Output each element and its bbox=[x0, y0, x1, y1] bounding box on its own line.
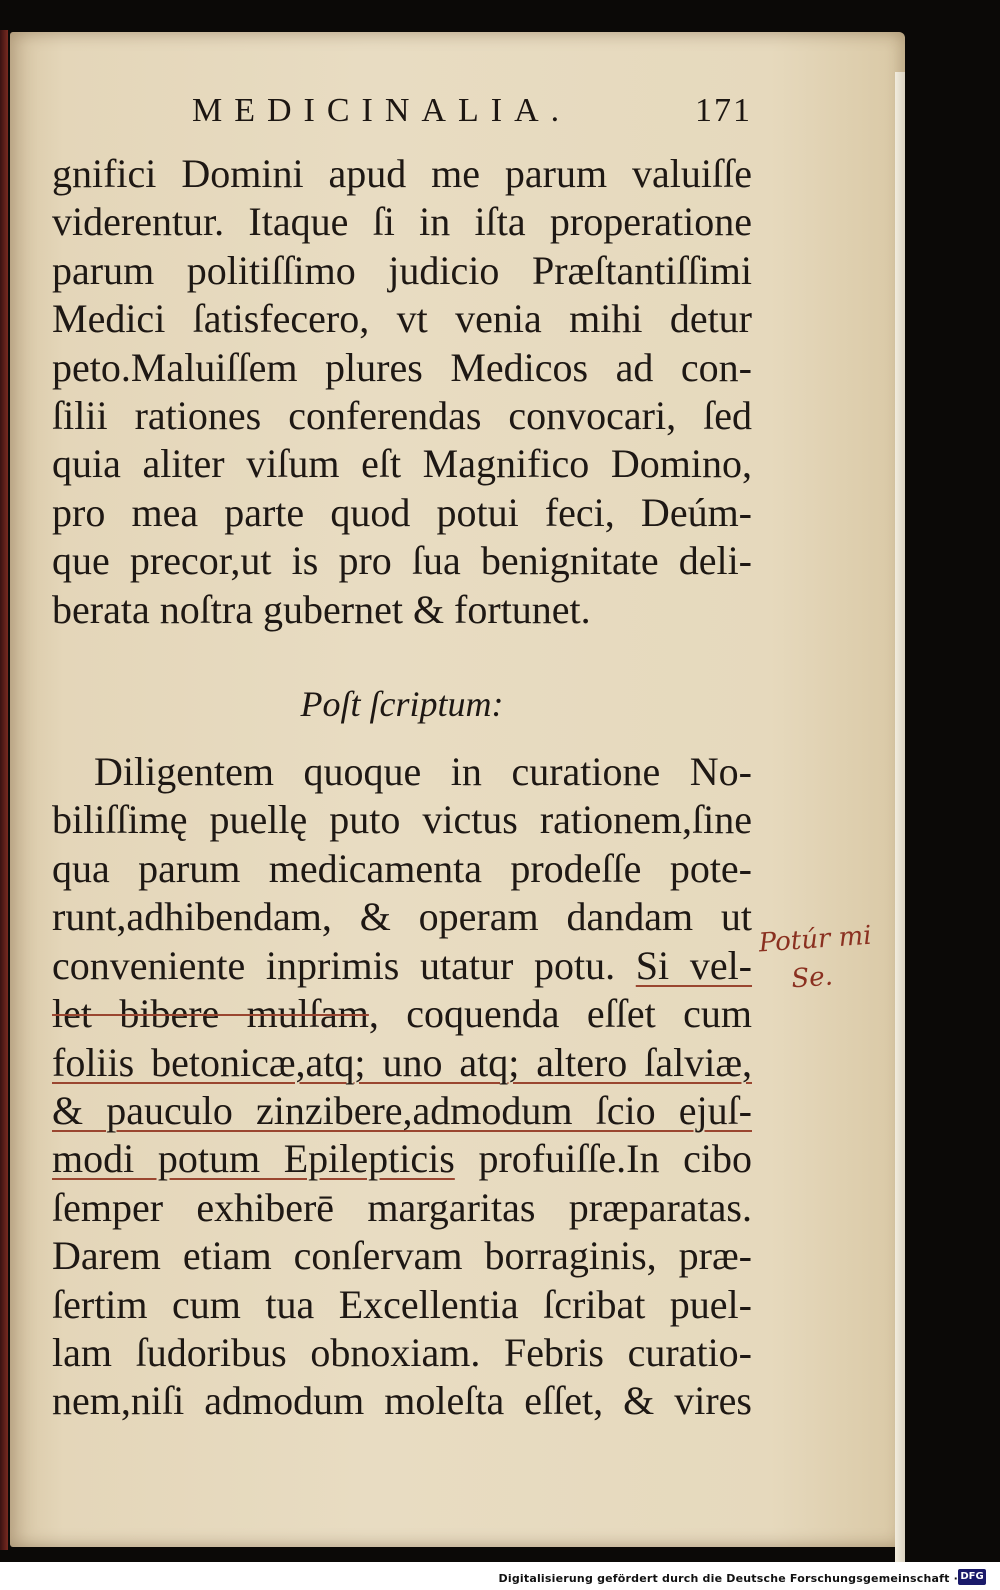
text-line: parum politiſſimo judicio Præſtantiſſimi bbox=[52, 247, 752, 293]
handwritten-margin-note bbox=[758, 916, 893, 1001]
postscript-heading: Poſt ſcriptum: bbox=[300, 684, 504, 725]
margin-note-line: Se. bbox=[790, 961, 834, 995]
text-line: qua parum medicamenta prodeſſe pote- bbox=[52, 845, 752, 891]
text-line: viderentur. Itaque ſi in iſta properatione bbox=[52, 199, 752, 245]
page-number: 171 bbox=[695, 92, 752, 129]
text-line: gnifici Domini apud me parum valuiſſe bbox=[52, 151, 752, 196]
dfg-logo-icon: DFG bbox=[958, 1569, 986, 1585]
text-line: pro mea parte quod potui feci, Deúm- bbox=[52, 489, 752, 535]
text-segment: profuiſſe.In cibo bbox=[454, 1136, 753, 1182]
page-fore-edge bbox=[895, 72, 905, 1562]
struck-underlined-text: let bibere mulſam bbox=[52, 991, 369, 1037]
text-line bbox=[52, 990, 752, 1038]
margin-note-line: Potúr mi bbox=[757, 920, 873, 959]
text-line: Medici ſatisfecero, vt venia mihi detur bbox=[52, 296, 752, 342]
text-line: quia aliter viſum eſt Magnifico Domino, bbox=[52, 441, 752, 487]
book-spine-edge bbox=[0, 30, 8, 1550]
text-line bbox=[52, 1135, 752, 1183]
footer-bar bbox=[0, 1562, 1000, 1590]
page-header bbox=[192, 92, 752, 142]
text-line: biliſſimę puellę puto victus rationem,ſine bbox=[52, 797, 752, 843]
funding-credit: Digitalisierung gefördert durch die Deutsche Forschungsgemeinschaft · bbox=[498, 1572, 958, 1585]
text-line: berata noſtra gubernet & fortunet. bbox=[52, 586, 591, 632]
body-text bbox=[52, 150, 752, 1426]
underlined-text-line: foliis betonicæ,atq; uno atq; altero ſalviæ, bbox=[52, 1039, 752, 1085]
underlined-text-line: & pauculo zinzibere,admodum ſcio ejuſ- bbox=[52, 1087, 752, 1133]
text-line bbox=[52, 942, 752, 990]
text-line: peto.Maluiſſem plures Medicos ad con- bbox=[52, 344, 752, 390]
text-line: Darem etiam conſervam borraginis, præ- bbox=[52, 1233, 752, 1279]
text-line: ſertim cum tua Excellentia ſcribat puel- bbox=[52, 1281, 752, 1327]
text-line: runt,adhibendam, & operam dandam ut bbox=[52, 894, 752, 940]
text-line: ſemper exhiberē margaritas præparatas. bbox=[52, 1184, 752, 1230]
underlined-text: modi potum Epilepticis bbox=[52, 1136, 455, 1182]
text-segment: conveniente inprimis utatur potu. bbox=[52, 942, 636, 988]
text-line: nem,niſi admodum moleſta eſſet, & vires bbox=[52, 1378, 752, 1424]
text-segment: , coquenda eſſet cum bbox=[368, 991, 752, 1037]
text-line: Diligentem quoque in curatione No- bbox=[94, 749, 752, 795]
text-line: lam ſudoribus obnoxiam. Febris curatio- bbox=[52, 1329, 752, 1375]
running-title: MEDICINALIA. bbox=[192, 92, 572, 129]
underlined-text: Si vel- bbox=[635, 942, 753, 988]
text-line: ſilii rationes conferendas convocari, ſed bbox=[52, 393, 752, 439]
text-line: que precor,ut is pro ſua benignitate deli- bbox=[52, 538, 752, 584]
